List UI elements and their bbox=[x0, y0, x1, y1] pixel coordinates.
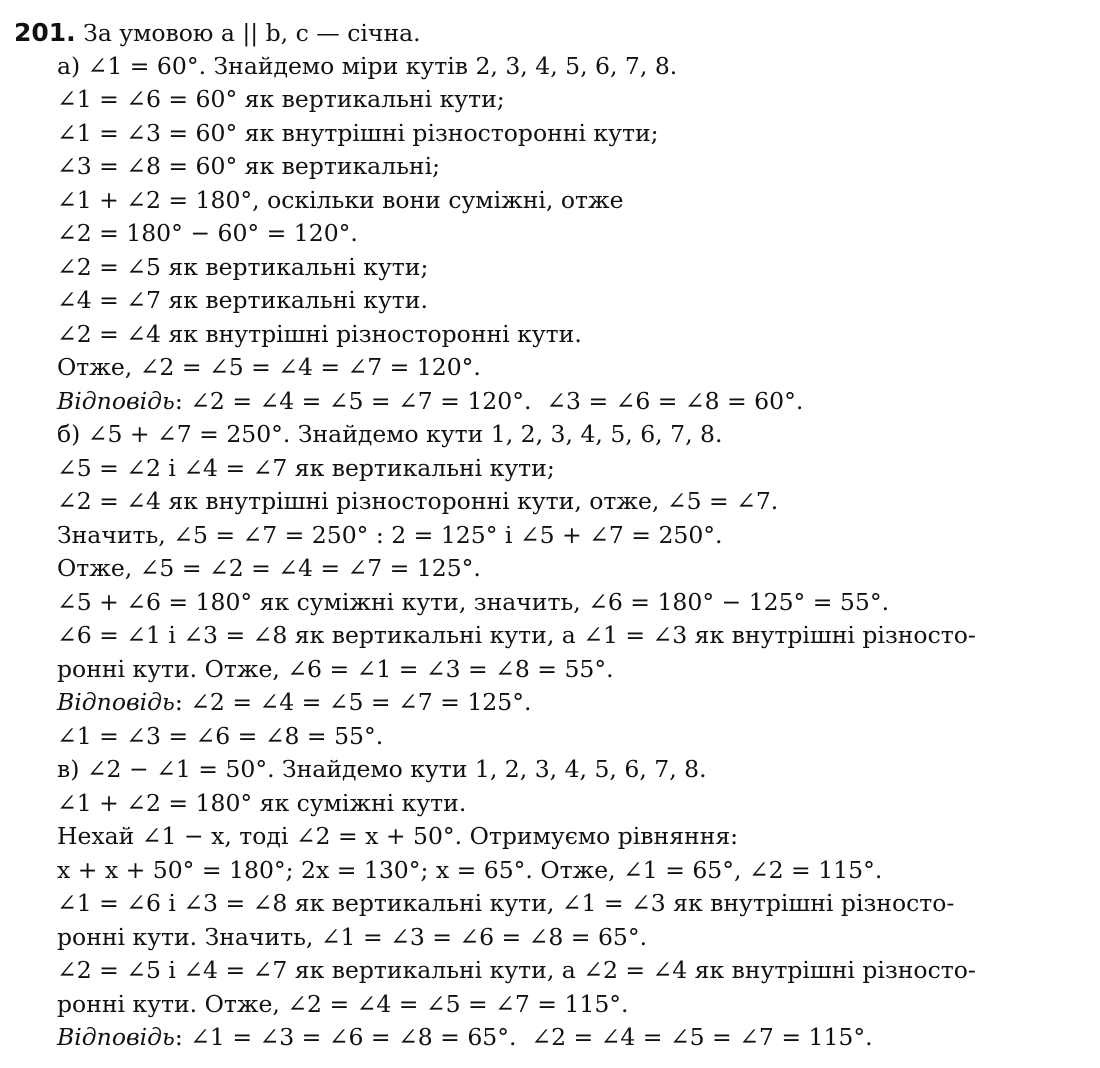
solution-line-2: а) ∠1 = 60°. Знайдемо міри кутів 2, 3, 4, 5, 6, 7, 8. bbox=[57, 52, 678, 80]
solution-line-14: ∠5 = ∠2 і ∠4 = ∠7 як вертикальні кути; bbox=[57, 454, 555, 482]
solution-line-6: ∠1 + ∠2 = 180°, оскільки вони суміжні, отже bbox=[57, 186, 624, 214]
solution-line-19: ∠6 = ∠1 і ∠3 = ∠8 як вертикальні кути, а ∠1 = ∠3 як внутрішні різносто- bbox=[57, 621, 976, 649]
answer-label: Відповідь bbox=[57, 688, 175, 716]
solution-line-27: ∠1 = ∠6 і ∠3 = ∠8 як вертикальні кути, ∠1 = ∠3 як внутрішні різносто- bbox=[57, 889, 955, 917]
solution-line-15: ∠2 = ∠4 як внутрішні різносторонні кути, отже, ∠5 = ∠7. bbox=[57, 487, 779, 515]
answer-label: Відповідь bbox=[57, 387, 175, 415]
solution-line-13: б) ∠5 + ∠7 = 250°. Знайдемо кути 1, 2, 3, 4, 5, 6, 7, 8. bbox=[57, 420, 723, 448]
solution-line-26: x + x + 50° = 180°; 2x = 130°; x = 65°. Отже, ∠1 = 65°, ∠2 = 115°. bbox=[57, 856, 883, 884]
solution-line-3: ∠1 = ∠6 = 60° як вертикальні кути; bbox=[57, 85, 505, 113]
solution-line-1: 201. За умовою a || b, c — січна. bbox=[14, 18, 421, 47]
answer-label: Відповідь bbox=[57, 1023, 175, 1051]
solution-line-17: Отже, ∠5 = ∠2 = ∠4 = ∠7 = 125°. bbox=[57, 554, 481, 582]
problem-number: 201. bbox=[14, 18, 76, 47]
solution-line-18: ∠5 + ∠6 = 180° як суміжні кути, значить, ∠6 = 180° − 125° = 55°. bbox=[57, 588, 890, 616]
solution-line-31: Відповідь: ∠1 = ∠3 = ∠6 = ∠8 = 65°. ∠2 = ∠4 = ∠5 = ∠7 = 115°. bbox=[57, 1023, 873, 1051]
solution-line-30: ронні кути. Отже, ∠2 = ∠4 = ∠5 = ∠7 = 115°. bbox=[57, 990, 629, 1018]
solution-line-25: Нехай ∠1 − x, тоді ∠2 = x + 50°. Отримуємо рівняння: bbox=[57, 822, 739, 850]
solution-line-9: ∠4 = ∠7 як вертикальні кути. bbox=[57, 286, 428, 314]
solution-line-10: ∠2 = ∠4 як внутрішні різносторонні кути. bbox=[57, 320, 582, 348]
solution-line-23: в) ∠2 − ∠1 = 50°. Знайдемо кути 1, 2, 3, 4, 5, 6, 7, 8. bbox=[57, 755, 707, 783]
solution-line-21: Відповідь: ∠2 = ∠4 = ∠5 = ∠7 = 125°. bbox=[57, 688, 532, 716]
solution-line-22: ∠1 = ∠3 = ∠6 = ∠8 = 55°. bbox=[57, 722, 384, 750]
solution-line-5: ∠3 = ∠8 = 60° як вертикальні; bbox=[57, 152, 441, 180]
solution-line-16: Значить, ∠5 = ∠7 = 250° : 2 = 125° і ∠5 + ∠7 = 250°. bbox=[57, 521, 723, 549]
solution-line-8: ∠2 = ∠5 як вертикальні кути; bbox=[57, 253, 429, 281]
solution-line-29: ∠2 = ∠5 і ∠4 = ∠7 як вертикальні кути, а ∠2 = ∠4 як внутрішні різносто- bbox=[57, 956, 976, 984]
solution-line-24: ∠1 + ∠2 = 180° як суміжні кути. bbox=[57, 789, 467, 817]
solution-line-4: ∠1 = ∠3 = 60° як внутрішні різносторонні кути; bbox=[57, 119, 659, 147]
solution-line-11: Отже, ∠2 = ∠5 = ∠4 = ∠7 = 120°. bbox=[57, 353, 481, 381]
solution-line-7: ∠2 = 180° − 60° = 120°. bbox=[57, 219, 358, 247]
solution-line-12: Відповідь: ∠2 = ∠4 = ∠5 = ∠7 = 120°. ∠3 = ∠6 = ∠8 = 60°. bbox=[57, 387, 804, 415]
solution-line-20: ронні кути. Отже, ∠6 = ∠1 = ∠3 = ∠8 = 55°. bbox=[57, 655, 614, 683]
solution-line-28: ронні кути. Значить, ∠1 = ∠3 = ∠6 = ∠8 = 65°. bbox=[57, 923, 648, 951]
